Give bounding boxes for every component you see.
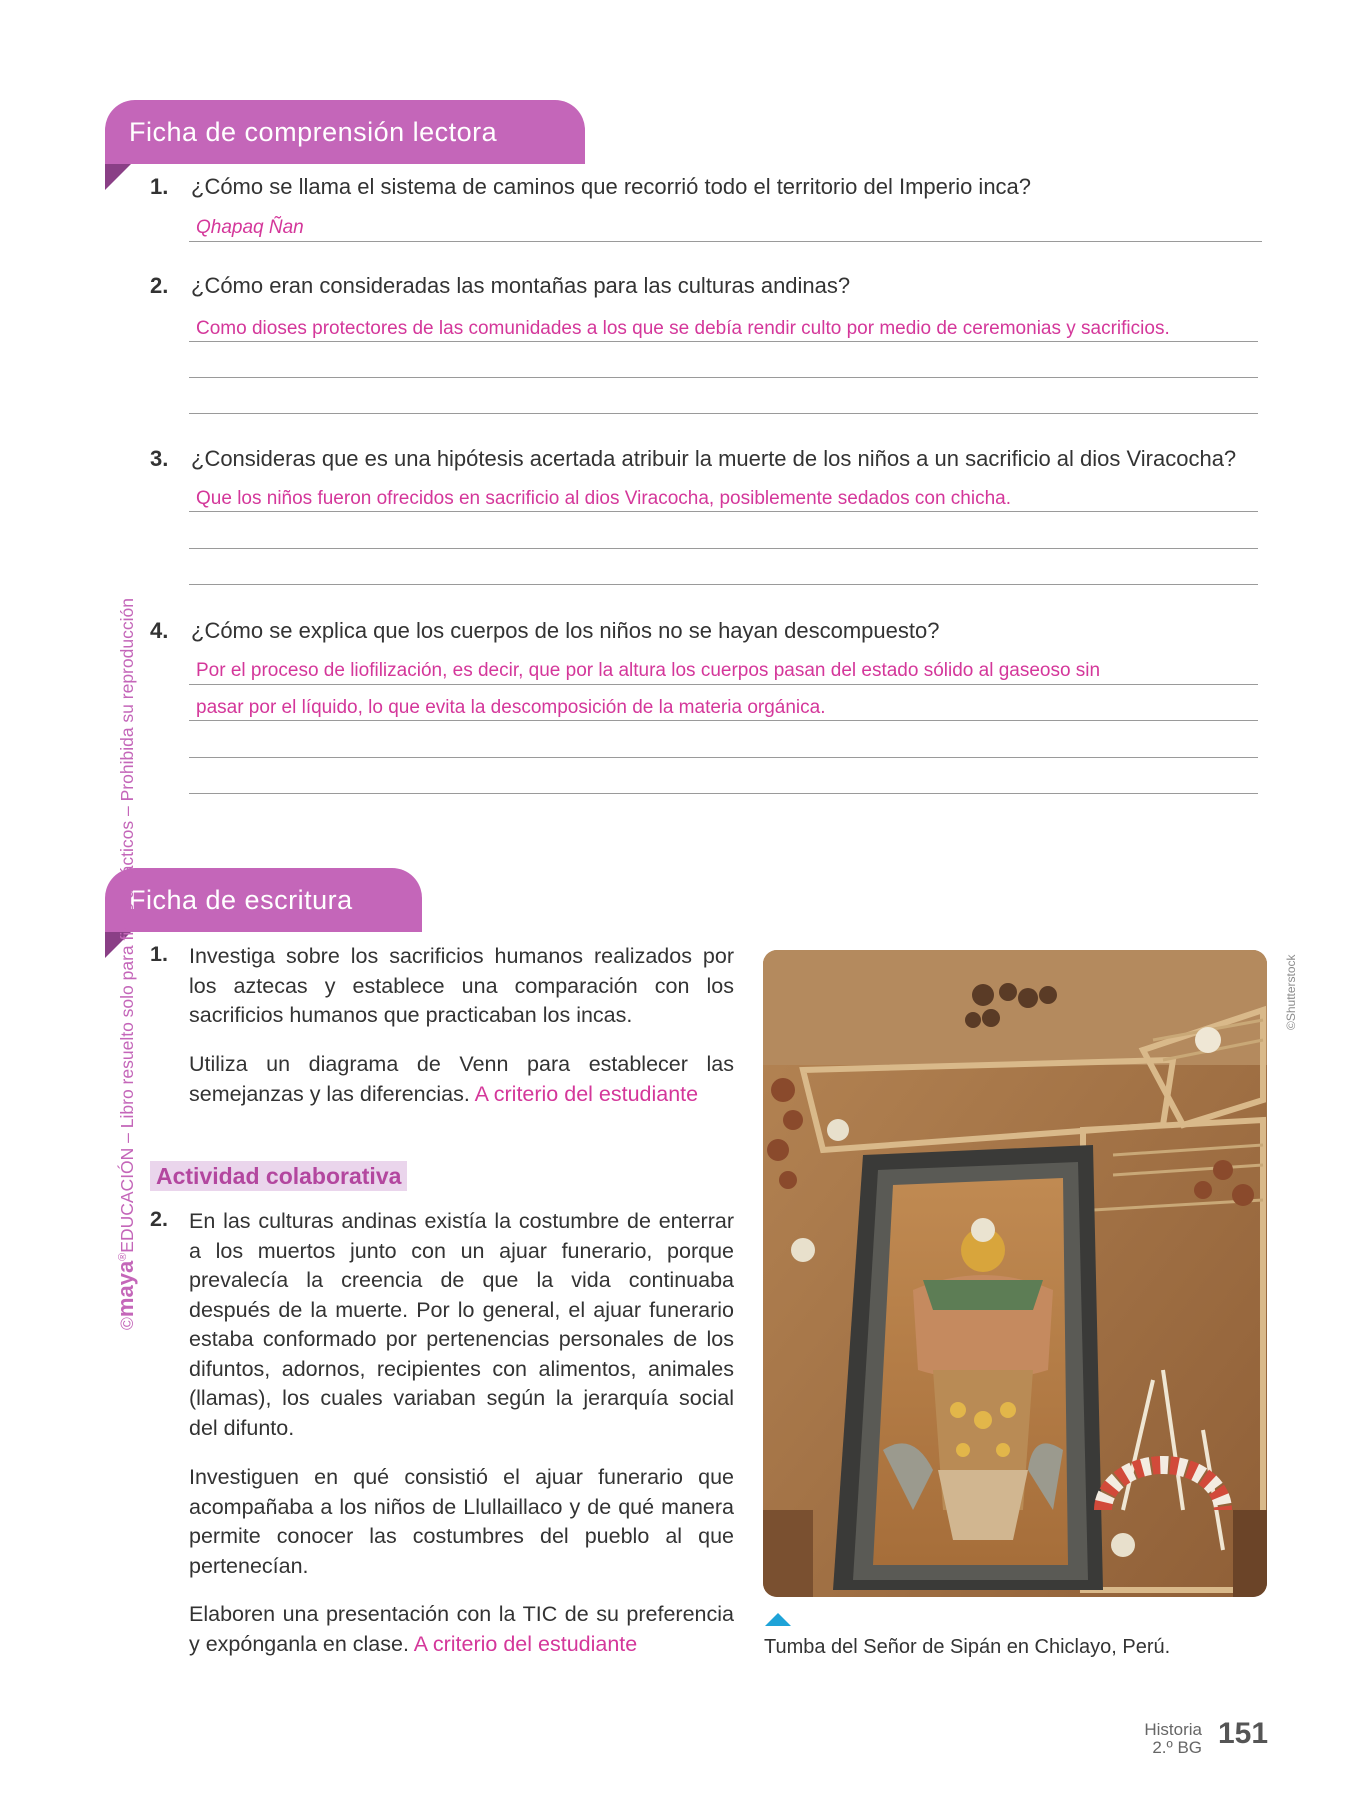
answer-line bbox=[189, 511, 1258, 512]
question-number: 1. bbox=[150, 174, 169, 199]
footer-subject bbox=[1144, 1721, 1202, 1757]
answer-line bbox=[189, 793, 1258, 794]
item-number: 1. bbox=[150, 942, 168, 966]
answer-line bbox=[189, 684, 1258, 685]
item-paragraph bbox=[189, 1050, 734, 1109]
answer-line bbox=[189, 413, 1258, 414]
side-credit bbox=[113, 598, 139, 1330]
tomb-photo bbox=[763, 950, 1267, 1597]
answer-line bbox=[189, 377, 1258, 378]
question-number: 2. bbox=[150, 273, 169, 298]
answer-text: A criterio del estudiante bbox=[474, 1081, 699, 1106]
answer-line bbox=[189, 548, 1258, 549]
reading-header: Ficha de comprensión lectora bbox=[105, 100, 585, 164]
question-number: 3. bbox=[150, 446, 169, 471]
question-text: ¿Cómo eran consideradas las montañas para las culturas andinas? bbox=[191, 273, 851, 298]
footer-subject-name: Historia bbox=[1144, 1720, 1202, 1739]
item-paragraph bbox=[189, 1600, 734, 1659]
answer-text: pasar por el líquido, lo que evita la descomposición de la materia orgánica. bbox=[196, 697, 826, 718]
answer-line bbox=[189, 757, 1258, 758]
item-paragraph-text: Elaboren una presentación con la TIC de su preferencia y expónganla en clase. bbox=[189, 1602, 734, 1656]
copyright-symbol: © bbox=[117, 1317, 137, 1330]
page-number: 151 bbox=[1218, 1717, 1269, 1750]
reading-header-fold bbox=[105, 164, 131, 190]
item-paragraph-text: Utiliza un diagrama de Venn para establecer las semejanzas y las diferencias. bbox=[189, 1052, 734, 1106]
answer-text: A criterio del estudiante bbox=[413, 1631, 638, 1656]
photo-credit: ©Shutterstock bbox=[1284, 954, 1298, 1030]
question-text: ¿Cómo se explica que los cuerpos de los niños no se hayan descompuesto? bbox=[191, 618, 940, 643]
answer-text: Como dioses protectores de las comunidades a los que se debía rendir culto por medio de ceremonias y sacrificios. bbox=[196, 318, 1170, 339]
answer-text: Por el proceso de liofilización, es decir, que por la altura los cuerpos pasan del estado sólido al gaseoso sin bbox=[196, 660, 1101, 681]
activity-label: Actividad colaborativa bbox=[150, 1161, 407, 1191]
item-number: 2. bbox=[150, 1207, 168, 1231]
side-credit-text: EDUCACIÓN – Libro resuelto solo para fines didácticos – Prohibida su reproducción bbox=[117, 598, 137, 1253]
question-text: ¿Consideras que es una hipótesis acertada atribuir la muerte de los niños a un sacrificio al dios Viracocha? bbox=[191, 446, 1237, 471]
answer-text: Que los niños fueron ofrecidos en sacrificio al dios Viracocha, posiblemente sedados con chicha. bbox=[196, 488, 1012, 509]
answer-text: Qhapaq Ñan bbox=[196, 217, 304, 238]
question-number: 4. bbox=[150, 618, 169, 643]
answer-line bbox=[189, 241, 1262, 242]
photo-caption: Tumba del Señor de Sipán en Chiclayo, Perú. bbox=[764, 1636, 1171, 1658]
brand-name: maya bbox=[113, 1260, 138, 1318]
item-paragraph: Investiga sobre los sacrificios humanos realizados por los aztecas y establece una comparación con los sacrificios humanos que practicaban los incas. bbox=[189, 944, 734, 1027]
registered-symbol: ® bbox=[117, 1252, 130, 1261]
answer-line bbox=[189, 584, 1258, 585]
item-paragraph: En las culturas andinas existía la costumbre de enterrar a los muertos junto con un ajuar funerario, porque prevalecía la creencia de que la vida continuaba después de la muerte. Por lo general, el ajuar funerario estaba conformado por pertenencias personales de los difuntos, adornos, recipientes con alimentos, animales (llamas), los cuales variaban según la jerarquía social del difunto. bbox=[189, 1209, 734, 1440]
footer-grade: 2.º BG bbox=[1152, 1738, 1202, 1757]
writing-header: Ficha de escritura bbox=[105, 868, 422, 932]
answer-line bbox=[189, 341, 1258, 342]
answer-line bbox=[189, 720, 1258, 721]
question-text: ¿Cómo se llama el sistema de caminos que recorrió todo el territorio del Imperio inca? bbox=[191, 174, 1032, 199]
caption-arrow-icon bbox=[765, 1613, 791, 1626]
item-paragraph: Investiguen en qué consistió el ajuar funerario que acompañaba a los niños de Llullaillaco y de qué manera permite conocer las costumbres del pueblo al que pertenecían. bbox=[189, 1465, 734, 1578]
